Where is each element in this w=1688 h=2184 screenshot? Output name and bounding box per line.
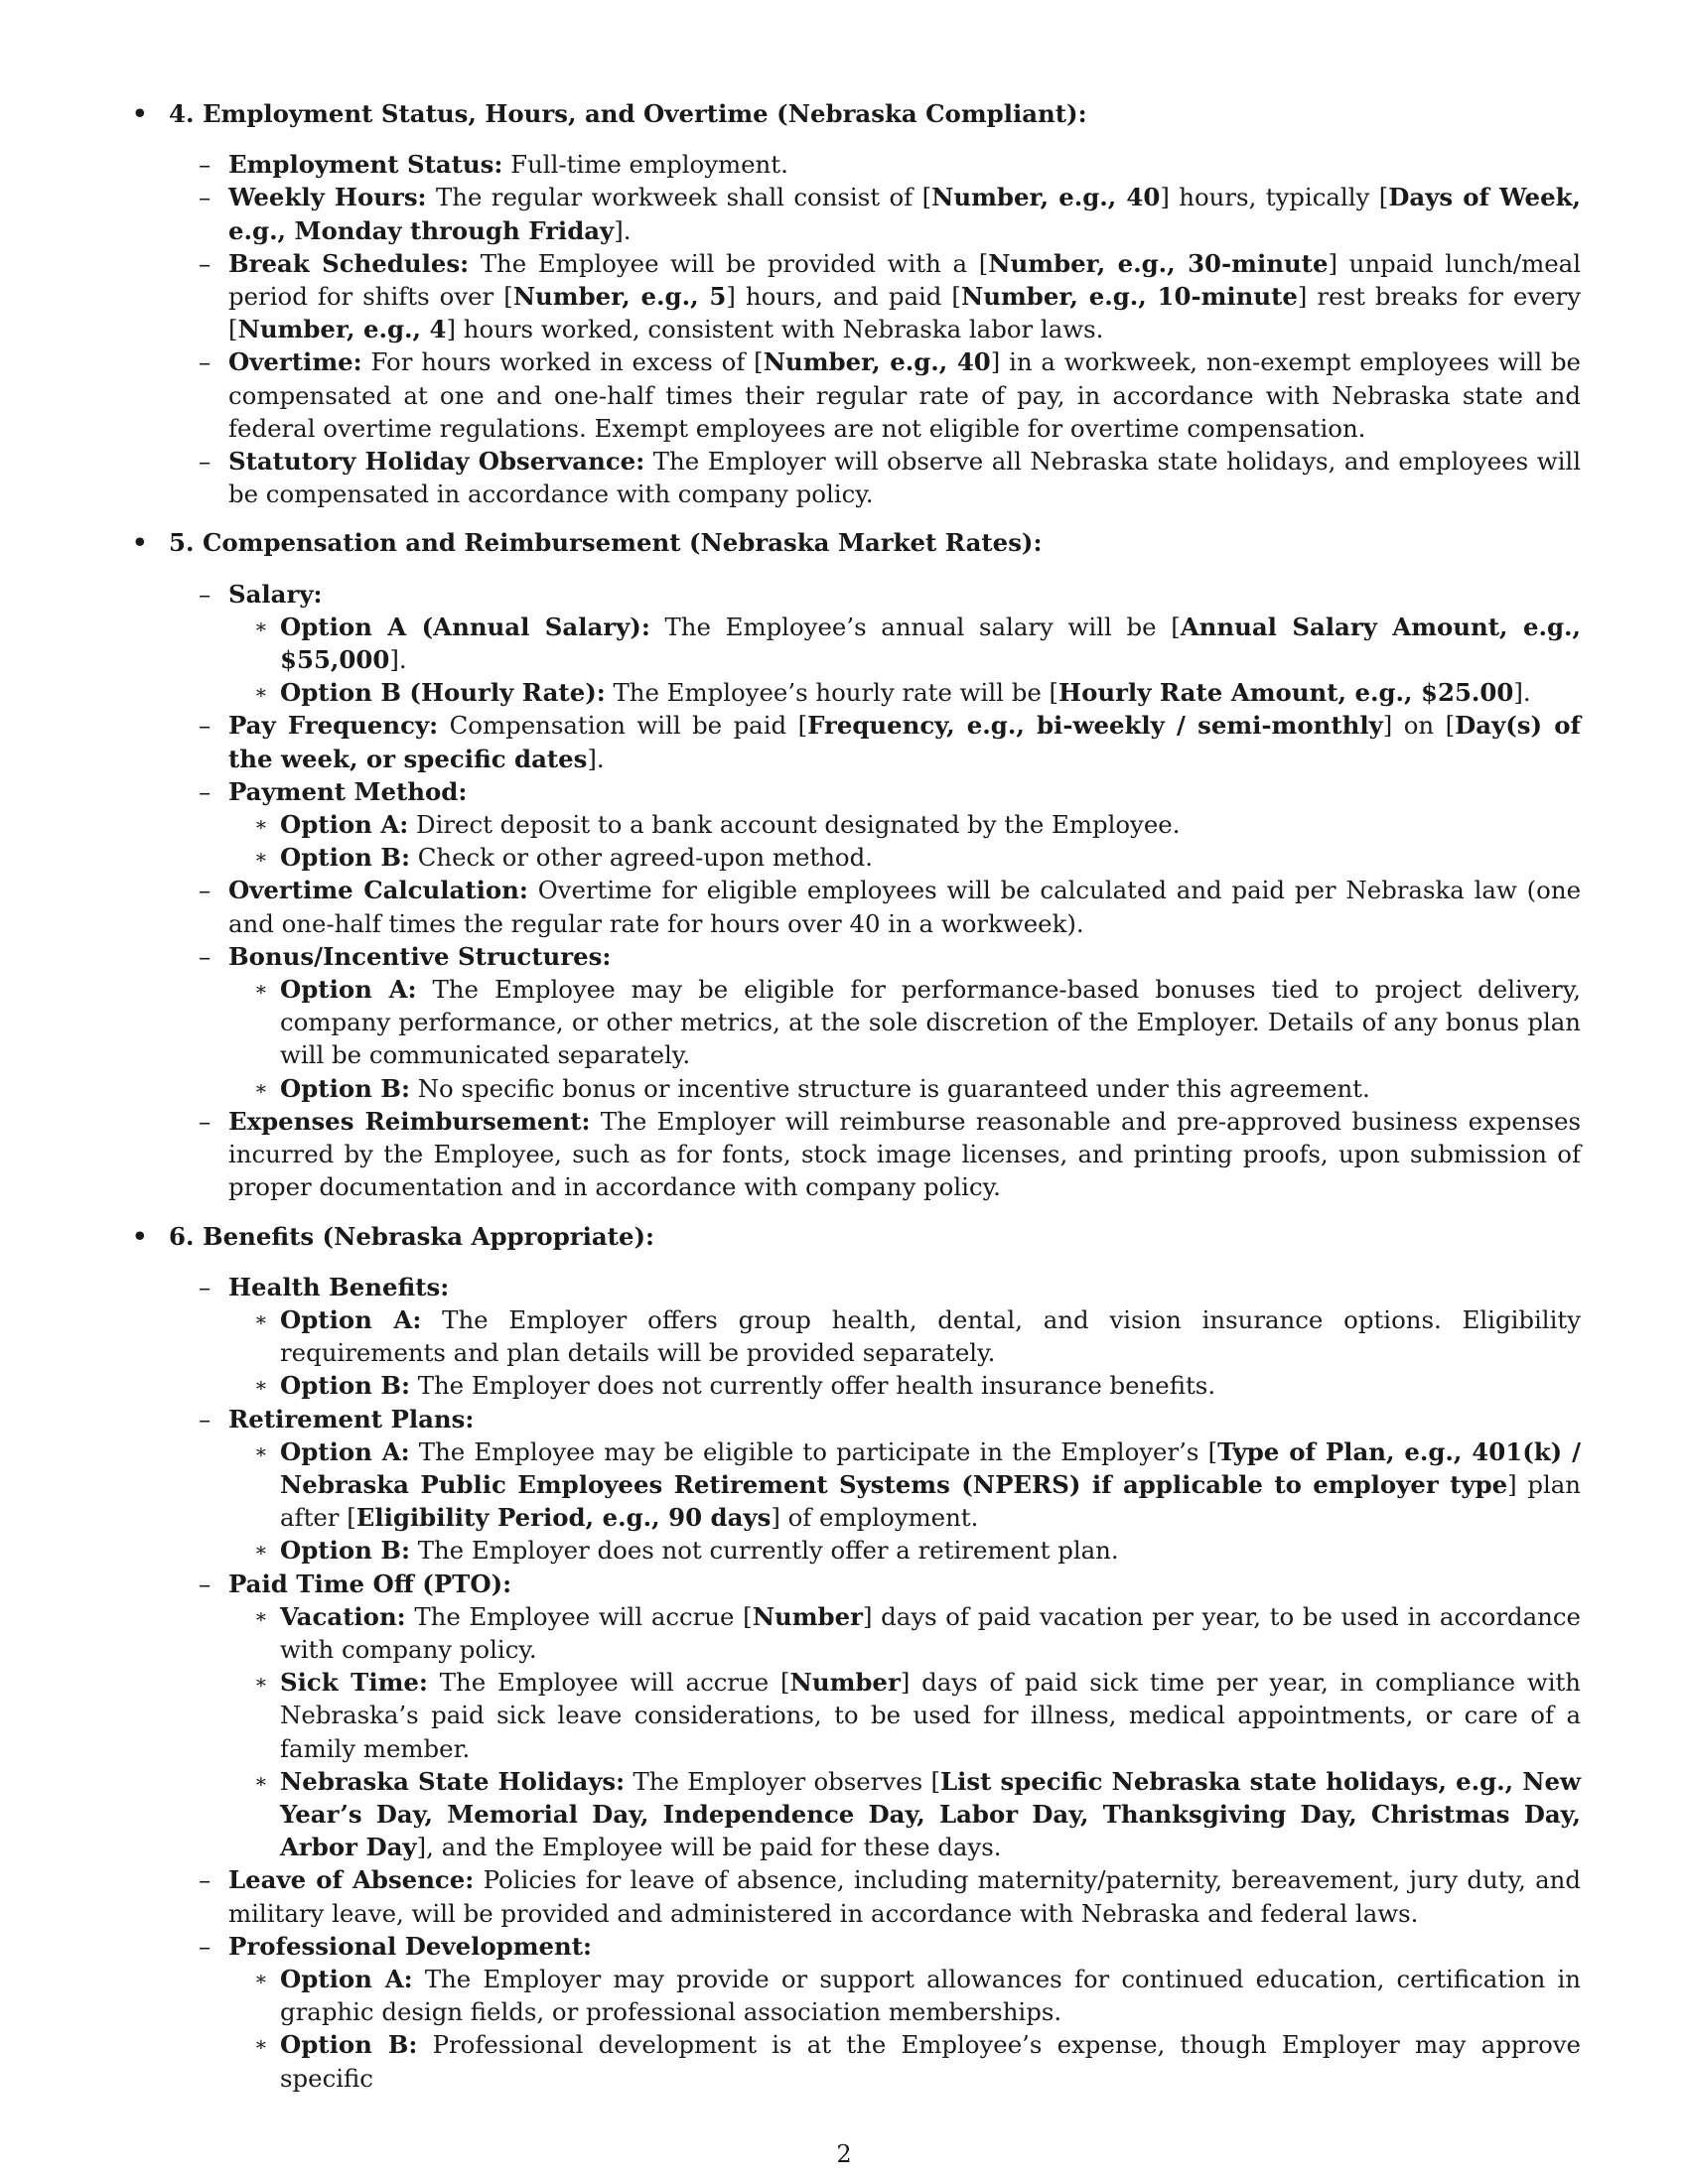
bold-text: Eligibility Period, e.g., 90 days <box>355 1503 772 1533</box>
bold-text: Vacation: <box>280 1601 406 1631</box>
list-item <box>169 940 1581 973</box>
asterisk-bullet-icon: ∗ <box>254 1603 268 1628</box>
bold-text: Number, e.g., 30-minute <box>988 248 1329 278</box>
bold-text: Payment Method: <box>228 776 468 806</box>
bold-text: Option A: <box>280 1304 422 1334</box>
bold-text: Pay Frequency: <box>228 711 439 741</box>
text: Policies for leave of absence, including maternity/paternity, bereavement, jury duty, and military leave, will be provided and administered in accordance with Nebraska and federal laws. <box>228 1865 1581 1928</box>
text: Overtime for eligible employees will be calculated and paid per Nebraska law (one and one-half times the regular rate for hours over 40 in a workweek). <box>228 876 1581 938</box>
bold-text: Option A: <box>280 975 417 1005</box>
list-item <box>169 1105 1581 1204</box>
bold-text: Number, e.g., 5 <box>512 282 727 312</box>
list-item <box>169 247 1581 346</box>
sub-list-item <box>169 2028 1581 2094</box>
dash-bullet-icon: – <box>199 1865 211 1895</box>
sub-list-item <box>169 1765 1581 1864</box>
bold-text: Day(s) of the week, or specific dates <box>228 711 1581 773</box>
list-item <box>169 181 1581 246</box>
asterisk-bullet-icon: ∗ <box>254 1966 268 1990</box>
section-title: 5. Compensation and Reimbursement (Nebraska Market Rates): <box>169 528 1043 558</box>
bold-text: Salary: <box>228 579 323 609</box>
dash-bullet-icon: – <box>199 347 211 377</box>
asterisk-bullet-icon: ∗ <box>254 845 268 870</box>
dash-bullet-icon: – <box>199 1569 211 1598</box>
text: The Employer may provide or support allowances for continued education, certification in graphic design fields, or professional association memberships. <box>280 1964 1581 2027</box>
list-item <box>169 445 1581 510</box>
asterisk-bullet-icon: ∗ <box>254 1538 268 1563</box>
text: ]. <box>389 645 407 675</box>
sub-list-item <box>169 1369 1581 1402</box>
bold-text: Days of Week, e.g., Monday through Friday <box>228 183 1581 245</box>
bold-text: Frequency, e.g., bi-weekly / semi-monthly <box>807 711 1383 741</box>
text: Check or other agreed-upon method. <box>409 843 873 873</box>
dash-bullet-icon: – <box>199 248 211 278</box>
text: ] of employment. <box>771 1503 979 1533</box>
bold-text: Nebraska State Holidays: <box>280 1766 626 1796</box>
text: The Employer will reimburse reasonable and pre-approved business expenses incurred by the Employee, such as for fonts, stock image licenses, and printing proofs, upon submission of proper documentation and in accordance with company policy. <box>228 1106 1581 1202</box>
text: No specific bonus or incentive structure is guaranteed under this agreement. <box>409 1073 1370 1103</box>
asterisk-bullet-icon: ∗ <box>254 614 268 638</box>
bullet-icon: • <box>132 99 148 128</box>
bold-text: Overtime: <box>228 347 362 377</box>
asterisk-bullet-icon: ∗ <box>254 1670 268 1695</box>
text: Compensation will be paid [ <box>438 711 808 741</box>
dash-bullet-icon: – <box>199 579 211 609</box>
bold-text: Number, e.g., 10-minute <box>960 282 1298 312</box>
sub-list-item <box>169 1963 1581 2028</box>
asterisk-bullet-icon: ∗ <box>254 1373 268 1398</box>
text: The Employer does not currently offer a retirement plan. <box>409 1536 1119 1566</box>
text: ] in a workweek, non-exempt employees will be compensated at one and one-half times their regular rate of pay, in accordance with Nebraska state and federal overtime regulations. Exempt employees are not eligible for overtime compensation. <box>228 347 1581 443</box>
dash-bullet-icon: – <box>199 1931 211 1961</box>
dash-bullet-icon: – <box>199 150 211 180</box>
section-heading <box>132 526 1581 559</box>
dash-bullet-icon: – <box>199 941 211 971</box>
bold-text: Option A: <box>280 1964 413 1993</box>
asterisk-bullet-icon: ∗ <box>254 977 268 1002</box>
page-number: 2 <box>836 2140 852 2168</box>
text: ] rest breaks for every [ <box>228 282 1581 344</box>
sub-list-item <box>169 1435 1581 1535</box>
text: The Employer does not currently offer health insurance benefits. <box>409 1371 1216 1401</box>
text: ]. <box>587 744 605 773</box>
list-item <box>169 1863 1581 1929</box>
list-item <box>169 1271 1581 1303</box>
document-body <box>127 97 1581 2111</box>
asterisk-bullet-icon: ∗ <box>254 1306 268 1331</box>
text: ]. <box>614 215 632 245</box>
bold-text: Sick Time: <box>280 1668 428 1698</box>
section-heading <box>132 1220 1581 1253</box>
bold-text: Option B: <box>280 1371 410 1401</box>
bold-text: Number, e.g., 4 <box>237 315 447 344</box>
section-title: 4. Employment Status, Hours, and Overtime (Nebraska Compliant): <box>169 99 1087 128</box>
asterisk-bullet-icon: ∗ <box>254 2032 268 2057</box>
text: ] days of paid vacation per year, to be used in accordance with company policy. <box>280 1601 1581 1664</box>
dash-bullet-icon: – <box>199 1106 211 1136</box>
text: Professional development is at the Employee’s expense, though Employer may approve specific <box>280 2030 1581 2093</box>
bold-text: List specific Nebraska state holidays, e.g., New Year’s Day, Memorial Day, Independence Day, Labor Day, Thanksgiving Day, Christmas Day, Arbor Day <box>280 1766 1581 1862</box>
bold-text: Hourly Rate Amount, e.g., $25.00 <box>1058 678 1514 708</box>
text: The Employee will accrue [ <box>427 1668 790 1698</box>
text: ]. <box>1513 678 1531 708</box>
text: The regular workweek shall consist of [ <box>426 183 932 212</box>
text: The Employee’s annual salary will be [ <box>649 612 1181 641</box>
text: ] hours worked, consistent with Nebraska labor laws. <box>446 315 1104 344</box>
asterisk-bullet-icon: ∗ <box>254 812 268 837</box>
bold-text: Statutory Holiday Observance: <box>228 447 645 477</box>
bold-text: Option B (Hourly Rate): <box>280 678 606 708</box>
text: The Employer observes [ <box>625 1766 940 1796</box>
bold-text: Number, e.g., 40 <box>763 347 991 377</box>
text: Full-time employment. <box>502 150 788 180</box>
text: ] unpaid lunch/meal period for shifts over [ <box>228 248 1581 312</box>
sub-list-item <box>169 676 1581 709</box>
dash-bullet-icon: – <box>199 447 211 477</box>
text: ], and the Employee will be paid for these days. <box>416 1833 1002 1862</box>
bold-text: Option B: <box>280 1073 410 1103</box>
dash-bullet-icon: – <box>199 876 211 905</box>
list-item <box>169 578 1581 611</box>
sub-list-item <box>169 1072 1581 1105</box>
bold-text: Overtime Calculation: <box>228 876 528 905</box>
dash-bullet-icon: – <box>199 711 211 741</box>
asterisk-bullet-icon: ∗ <box>254 680 268 705</box>
text: Direct deposit to a bank account designated by the Employee. <box>408 810 1181 840</box>
asterisk-bullet-icon: ∗ <box>254 1768 268 1793</box>
text: ] on [ <box>1382 711 1456 741</box>
bold-text: Number, e.g., 40 <box>931 183 1161 212</box>
list-item <box>169 1568 1581 1600</box>
list-item <box>169 709 1581 774</box>
dash-bullet-icon: – <box>199 776 211 806</box>
bold-text: Retirement Plans: <box>228 1404 475 1433</box>
sub-list-item <box>169 1303 1581 1369</box>
dash-bullet-icon: – <box>199 183 211 212</box>
bold-text: Number <box>789 1668 901 1698</box>
bold-text: Expenses Reimbursement: <box>228 1106 591 1136</box>
bold-text: Type of Plan, e.g., 401(k) / Nebraska Public Employees Retirement Systems (NPERS) if applicable to employer type <box>280 1436 1581 1499</box>
bullet-icon: • <box>132 1221 148 1251</box>
bold-text: Option A: <box>280 810 409 840</box>
dash-bullet-icon: – <box>199 1404 211 1433</box>
text: The Employer offers group health, dental, and vision insurance options. Eligibility requirements and plan details will be provided separately. <box>280 1304 1581 1368</box>
text: The Employee’s hourly rate will be [ <box>605 678 1059 708</box>
text: The Employee will accrue [ <box>405 1601 753 1631</box>
bold-text: Option B: <box>280 843 410 873</box>
text: The Employee may be eligible to participate in the Employer’s [ <box>409 1436 1218 1466</box>
sub-list-item <box>169 1666 1581 1765</box>
sub-list-item <box>169 841 1581 874</box>
list-item <box>169 148 1581 181</box>
bold-text: Option B: <box>280 2030 418 2060</box>
bold-text: Bonus/Incentive Structures: <box>228 941 612 971</box>
text: ] days of paid sick time per year, in compliance with Nebraska’s paid sick leave considerations, to be used for illness, medical appointments, or care of a family member. <box>280 1668 1582 1763</box>
list-item <box>169 1930 1581 1963</box>
sub-list-item <box>169 808 1581 841</box>
list-item <box>169 345 1581 445</box>
bold-text: Leave of Absence: <box>228 1865 475 1895</box>
bold-text: Option A (Annual Salary): <box>280 612 650 641</box>
bold-text: Option A: <box>280 1436 410 1466</box>
asterisk-bullet-icon: ∗ <box>254 1438 268 1463</box>
text: ] hours, and paid [ <box>726 282 961 312</box>
text: The Employee may be eligible for performance-based bonuses tied to project delivery, company performance, or other metrics, at the sole discretion of the Employer. Details of any bonus plan will be communicated separately. <box>280 975 1581 1070</box>
section-5 <box>127 526 1581 1203</box>
text: ] plan after [ <box>280 1469 1581 1533</box>
text: The Employer will observe all Nebraska state holidays, and employees will be compensated in accordance with company policy. <box>228 447 1581 509</box>
bold-text: Weekly Hours: <box>228 183 427 212</box>
bold-text: Health Benefits: <box>228 1272 450 1301</box>
sub-list-item <box>169 973 1581 1072</box>
bold-text: Paid Time Off (PTO): <box>228 1569 512 1598</box>
list-item <box>169 874 1581 939</box>
text: ] hours, typically [ <box>1160 183 1389 212</box>
bold-text: Annual Salary Amount, e.g., $55,000 <box>280 612 1581 675</box>
bullet-icon: • <box>132 528 148 558</box>
bold-text: Option B: <box>280 1536 410 1566</box>
list-item <box>169 1403 1581 1435</box>
section-heading <box>132 97 1581 130</box>
section-4 <box>127 97 1581 510</box>
asterisk-bullet-icon: ∗ <box>254 1075 268 1100</box>
sub-list-item <box>169 611 1581 676</box>
sub-list-item <box>169 1534 1581 1567</box>
bold-text: Professional Development: <box>228 1931 593 1961</box>
bold-text: Break Schedules: <box>228 248 470 278</box>
dash-bullet-icon: – <box>199 1272 211 1301</box>
list-item <box>169 775 1581 808</box>
sub-list-item <box>169 1600 1581 1666</box>
bold-text: Employment Status: <box>228 150 503 180</box>
bold-text: Number <box>752 1601 863 1631</box>
text: For hours worked in excess of [ <box>361 347 764 377</box>
section-title: 6. Benefits (Nebraska Appropriate): <box>169 1221 655 1251</box>
section-6 <box>127 1220 1581 2095</box>
text: The Employee will be provided with a [ <box>469 248 989 278</box>
